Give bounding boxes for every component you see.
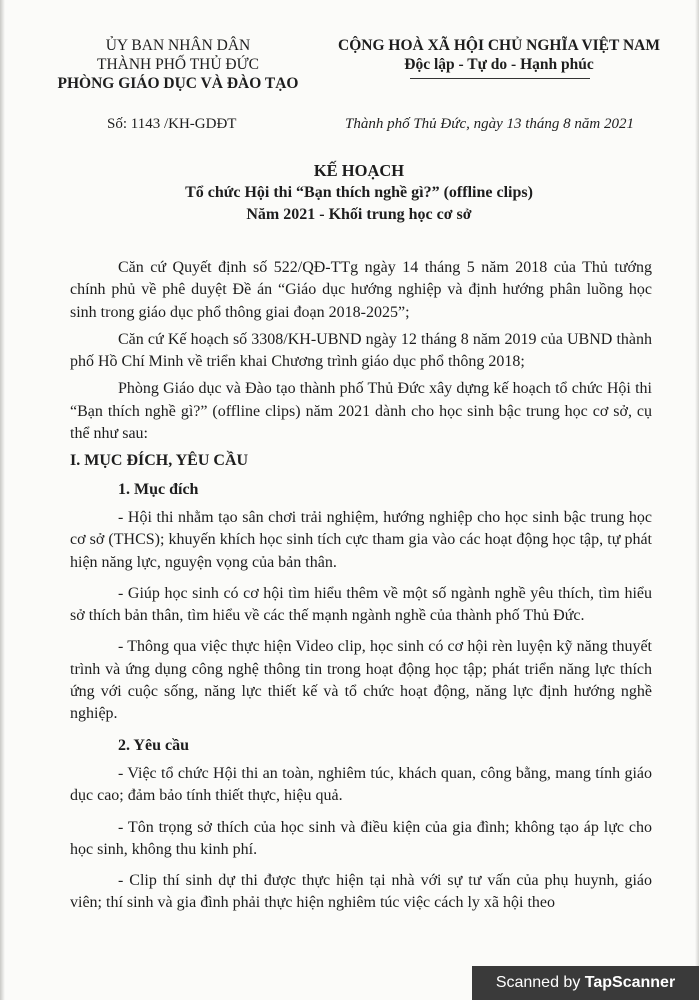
title-line-1: KẾ HOẠCH [313, 161, 405, 180]
motto-underline [410, 78, 590, 79]
intro-paragraph-1: Căn cứ Quyết định số 522/QĐ-TTg ngày 14 tháng 5 năm 2018 của Thủ tướng chính phủ về phê duyệt Đề án “Giáo dục hướng nghiệp và định hướng phân luồng học sinh trong giáo dục phổ thông giai đoạn 2018-2025”; [70, 259, 652, 321]
watermark-prefix: Scanned by [495, 974, 585, 991]
title-line-3: Năm 2021 - Khối trung học cơ sở [246, 206, 472, 223]
agency-line-2: THÀNH PHỐ THỦ ĐỨC [96, 56, 259, 73]
requirement-item-1: - Việc tổ chức Hội thi an toàn, nghiêm túc, khách quan, công bằng, mang tính giáo dục cao; đảm bảo tính thiết thực, hiệu quả. [70, 764, 652, 805]
watermark-brand: TapScanner [584, 974, 676, 991]
date-line: Thành phố Thủ Đức, ngày 13 tháng 8 năm 2021 [345, 116, 635, 132]
agency-line-3: PHÒNG GIÁO DỤC VÀ ĐÀO TẠO [57, 75, 299, 92]
requirement-item-2: - Tôn trọng sở thích của học sinh và điều kiện của gia đình; không tạo áp lực cho học sinh, không thu kinh phí. [70, 818, 652, 858]
scan-edge-right [695, 0, 699, 1000]
section-1-heading: I. MỤC ĐÍCH, YÊU CẦU [70, 452, 249, 470]
subsection-1-heading: 1. Mục đích [118, 480, 199, 498]
document-body [70, 257, 652, 924]
intro-paragraph-3: Phòng Giáo dục và Đào tạo thành phố Thủ Đức xây dựng kế hoạch tổ chức Hội thi “Bạn thích nghề gì?” (offline clips) năm 2021 dành cho học sinh bậc trung học cơ sở, cụ thể như sau: [70, 380, 652, 443]
requirement-item-3: - Clip thí sinh dự thi được thực hiện tại nhà với sự tư vấn của phụ huynh, giáo viên; thí sinh và gia đình phải thực hiện nghiêm túc việc cách ly xã hội theo [70, 872, 652, 912]
subsection-2-heading: 2. Yêu cầu [118, 736, 189, 754]
agency-header [48, 36, 308, 93]
national-motto: Độc lập - Tự do - Hạnh phúc [404, 56, 594, 73]
document-title [60, 160, 658, 226]
scan-edge-left [0, 0, 5, 1000]
agency-line-1: ỦY BAN NHÂN DÂN [105, 37, 251, 54]
purpose-item-1: - Hội thi nhằm tạo sân chơi trải nghiệm, hướng nghiệp cho học sinh bậc trung học cơ sở (THCS); khuyến khích học sinh tích cực tham gia vào các hoạt động học tập, tự phát hiện năng lực, nguyện vọng của bản thân. [70, 508, 652, 571]
purpose-item-3: - Thông qua việc thực hiện Video clip, học sinh có cơ hội rèn luyện kỹ năng thuyết trình và ứng dụng công nghệ thông tin trong hoạt động học tập; phát triển năng lực thích ứng với cuộc sống, năng lực thiết kế và tổ chức hoạt động, năng lực định hướng nghề nghiệp. [70, 638, 652, 723]
scanner-watermark [472, 966, 699, 1000]
national-header [326, 36, 672, 74]
national-title: CỘNG HOÀ XÃ HỘI CHỦ NGHĨA VIỆT NAM [338, 37, 660, 54]
intro-paragraph-2: Căn cứ Kế hoạch số 3308/KH-UBND ngày 12 tháng 8 năm 2019 của UBND thành phố Hồ Chí Minh về triển khai Chương trình giáo dục phổ thông 2018; [70, 330, 652, 371]
purpose-item-2: - Giúp học sinh có cơ hội tìm hiểu thêm về một số ngành nghề yêu thích, tìm hiểu sở thích bản thân, tìm hiểu về các thế mạnh ngành nghề của thành phố Thủ Đức. [70, 584, 652, 625]
title-line-2: Tổ chức Hội thi “Bạn thích nghề gì?” (offline clips) [185, 184, 533, 201]
document-number: Số: 1143 /KH-GDĐT [107, 116, 237, 132]
